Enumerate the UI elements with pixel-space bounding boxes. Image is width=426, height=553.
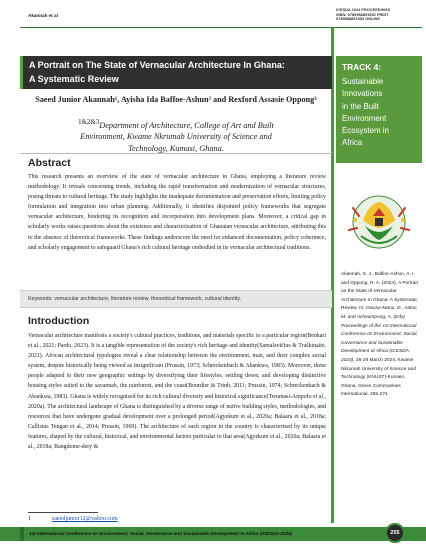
header-divider (20, 27, 422, 28)
author-list: Saeed Junior Akannah¹, Ayisha Ida Baffoe-Ashun² and Rexford Assasie Oppong³ (35, 95, 317, 104)
abstract-body: This research presents an overview of the state of vernacular architecture in Ghana, employing a literature review methodology. It reveals concerning trends, including the rapid transformation and modernization of vernacular structures, posing threats to cultural heritage. The study highlights the inadequate documentation and preservation efforts, limiting policy formulation and integration into urban planning. Additionally, it identifies disjointed policy frameworks that segregate vernacular architecture, hindering its recognition and incorporation into development plans. Moreover, a critical gap in scholarly works raises questions about the existence and characterization of Ghanaian vernacular architecture, attributing this to the absence of theoretical frameworks. These findings underscore the need for enhanced documentation, policy coherence, and scholarly engagement to safeguard Ghana's rich cultural heritage embodied in its vernacular architectural traditions. (28, 174, 326, 251)
page-header (0, 0, 426, 24)
isbn-line: ISBN: 9789988891952 PRINT (336, 11, 389, 17)
conference-logo (336, 176, 422, 268)
introduction-body: Vernacular architecture manifests a society's cultural practices, traditions, and materials specific to a particular region(Benkari et al., 2021; Pardo, 2023). It is a tangible representation of the society's rich heritage and identity(Samalavičius & Traškinaitė, 2021). African architectural typologies reveal a clear relationship between the environment, man, and their complex social system, despite historically being viewed as insignificant (Prussin, 1973; Schreckenbach & Abankwa, 1983). Moreover, these people adapted to their new geographic settings by diversifying their lifestyles, settling down, and developing distinctive housing styles suited to the savannah, the rainforest, and the coast(Bourdier & Trinh, 2011; Prussin, 1974; Schreckenbach & Abankwa, 1983). Ghana is widely recognised for its rich cultural diversity and historical significance(Twumasi-Ampofo et al., 2020a). The architectural landscape of Ghana is distinguished by a diverse range of native building styles, methodologies, and resources that have undergone gradual development over a prolonged period(Agyekum et al., 2020a; Balaara et al., 2018a; Callistus Tengan et al., 2014; Prussin, 1969). The architecture of each region in the country is characterised by its unique features, shaped by the cultural, historical, and environmental factors particular to that area(Agyekum et al., 2020a; Balaara et al., 2018a; Bangdome-dery & (28, 333, 326, 451)
footnote-rule (28, 512, 98, 513)
page-footer (0, 527, 426, 541)
track-title: TRACK 4: (342, 62, 382, 72)
track-subtitle-line: Africa (342, 138, 363, 148)
track-subtitle (342, 76, 420, 150)
track-subtitle-line: Ecosystem in (342, 126, 389, 136)
isbn-line: 9789988891969 ONLINE (336, 16, 380, 22)
running-head-isbn (336, 8, 422, 22)
citation-text: Akannah, S. J., Baffoe-Ashun, A. I. and Oppong, R. A. (2024). A Portrait on the State of Vernacular Architecture in Ghana: A Systematic Review. In: (341, 272, 418, 312)
paper-title-line: A Systematic Review (29, 74, 119, 84)
page-number: 255 (385, 523, 405, 543)
track-subtitle-line: Innovations (342, 89, 383, 99)
abstract-heading: Abstract (28, 157, 71, 169)
affiliation (20, 117, 332, 154)
affiliation-line: Environment, Kwame Nkrumah University of Science and (80, 132, 272, 142)
title-band (20, 56, 332, 89)
track-subtitle-line: Sustainable (342, 77, 384, 86)
paper-title-line: A Portrait on The State of Vernacular Architecture In Ghana: (29, 60, 285, 70)
track-subtitle-line: Environment (342, 113, 387, 123)
affiliation-line (20, 117, 332, 131)
affiliation-text: Department of Architecture, College of Art and Built (99, 120, 274, 130)
citation-proceedings: Owusu-Manu, D., Adesi, M. and Acheampong, A. (Eds) Proceedings of the 1st International Conference on Environment, Social, Governance and Sustainable Development of Africa (ICESDA-2024), (341, 306, 418, 363)
footnote-email-link[interactable]: saeedjunior12@yahoo.com (52, 516, 118, 522)
footnote-number: 1 (28, 516, 31, 522)
keywords-text: Keywords: vernacular architecture, literature review, theoretical framework, cultural identity. (28, 296, 242, 302)
keywords-box (20, 290, 332, 308)
introduction-heading: Introduction (28, 315, 90, 327)
footer-conference-name: 1st International Conference on Environment, Social, Governance and Sustainable Development in Africa (ICESDA-2024) (29, 530, 293, 536)
citation-text: 26-29 March 2024, Kwame Nkrumah University of Science and Technology (KNUST)-Kumasi, Ghana, Green Communities International, 255-274. (341, 357, 416, 398)
affiliation-marker: 1&2&3 (78, 119, 100, 126)
footnote (28, 516, 118, 522)
footer-accent (20, 527, 24, 541)
track-subtitle-line: in the Built (342, 101, 379, 111)
track-box (336, 56, 422, 163)
paper-title (29, 58, 329, 86)
affiliation-line: Technology, Kumasi, Ghana. (128, 143, 224, 153)
section-divider (20, 153, 332, 154)
citation-block (341, 271, 421, 400)
isbn-line: ICESDA 2024 PROCEEDINGS (336, 7, 391, 12)
running-head-author: Akannah et al (28, 13, 58, 18)
